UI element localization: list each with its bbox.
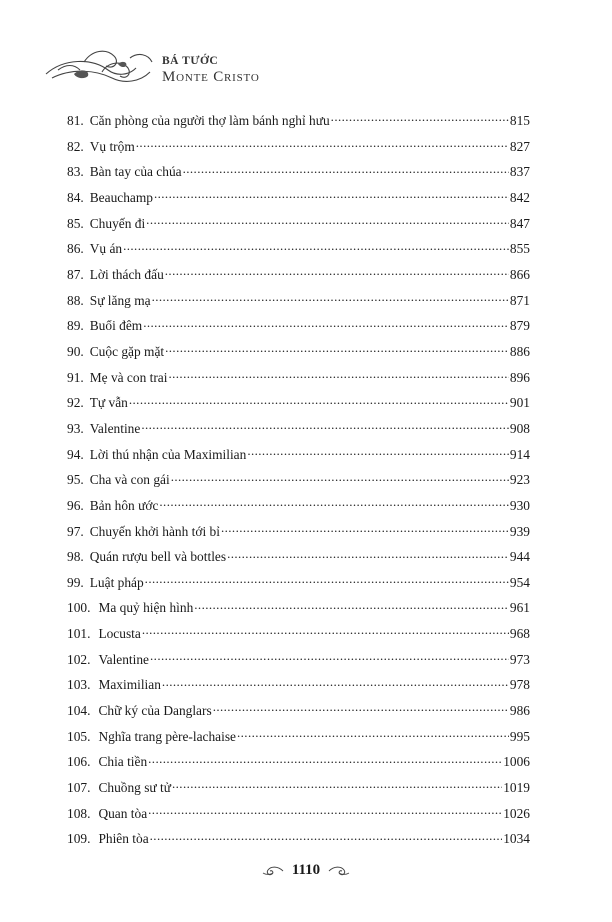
chapter-page: 837 [509,164,530,180]
dot-leader [162,675,509,689]
chapter-title: Căn phòng của người thợ làm bánh nghỉ hưu [89,113,330,128]
chapter-page: 995 [509,728,530,744]
chapter-number: 82. [67,138,84,154]
chapter-title: Valentine [98,651,150,667]
chapter-number: 99. [67,574,84,590]
dot-leader [183,162,509,176]
chapter-page: 930 [509,497,530,513]
chapter-number: 81. [67,113,84,128]
book-title-line2: Monte Cristo [162,69,260,85]
chapter-number: 87. [67,266,84,282]
chapter-title: Chuyến khởi hành tới bỉ [89,523,220,539]
chapter-title: Tự vẫn [89,395,128,411]
chapter-title: Phiên tòa [98,831,149,847]
dot-leader [150,829,503,843]
dot-leader [237,727,509,741]
toc-entry [67,698,530,724]
chapter-title: Bàn tay của chúa [89,164,182,180]
toc-entry [67,262,530,288]
chapter-number: 84. [67,189,84,205]
dot-leader [171,470,509,484]
chapter-title: Chuồng sư tử [98,780,171,796]
toc-entry [67,339,530,365]
chapter-title: Lời thú nhận của Maximilian [89,446,247,462]
dot-leader [145,573,509,587]
chapter-page: 923 [509,472,530,488]
chapter-number: 91. [67,369,84,385]
dot-leader [159,496,509,510]
dot-leader [154,188,509,202]
chapter-number: 102. [67,651,91,667]
toc-entry [67,185,530,211]
chapter-title: Cuộc gặp mặt [89,343,165,359]
toc-entry [67,749,530,775]
toc-entry [67,595,530,621]
dot-leader [141,419,509,433]
chapter-title: Ma quỷ hiện hình [98,600,194,616]
dot-leader [172,778,502,792]
chapter-title: Quán rượu bell và bottles [89,549,227,565]
chapter-number: 100. [67,600,91,616]
chapter-page: 954 [509,574,530,590]
page-footer [0,862,612,879]
chapter-number: 103. [67,677,91,693]
toc-entry [67,493,530,519]
chapter-page: 986 [509,703,530,719]
dot-leader [331,111,509,125]
chapter-page: 978 [509,677,530,693]
chapter-page: 1006 [503,754,530,770]
chapter-number: 83. [67,164,84,180]
dot-leader [123,239,509,253]
chapter-page: 866 [509,266,530,282]
chapter-page: 879 [509,318,530,334]
chapter-title: Sự lăng mạ [89,292,151,308]
dot-leader [213,701,509,715]
chapter-number: 104. [67,703,91,719]
dot-leader [194,598,509,612]
chapter-number: 107. [67,780,91,796]
chapter-page: 855 [509,241,530,257]
dot-leader [165,265,509,279]
dot-leader [142,624,509,638]
chapter-page: 914 [509,446,530,462]
chapter-page: 1034 [503,831,530,847]
chapter-number: 101. [67,626,91,642]
dot-leader [165,342,509,356]
chapter-title: Luật pháp [89,574,144,590]
toc-entry [67,313,530,339]
dot-leader [247,445,509,459]
chapter-title: Beauchamp [89,189,153,205]
chapter-page: 973 [509,651,530,667]
chapter-number: 109. [67,831,91,847]
chapter-page: 1026 [503,805,530,821]
dot-leader [148,804,502,818]
chapter-title: Maximilian [98,677,161,693]
chapter-page: 901 [509,395,530,411]
dot-leader [148,752,502,766]
chapter-title: Cha và con gái [89,472,170,488]
chapter-number: 98. [67,549,84,565]
chapter-page: 847 [509,215,530,231]
toc-entry [67,724,530,750]
toc-entry [67,134,530,160]
chapter-number: 92. [67,395,84,411]
chapter-title: Quan tòa [98,805,148,821]
toc-entry [67,570,530,596]
chapter-number: 96. [67,497,84,513]
chapter-title: Vụ án [89,241,123,257]
chapter-number: 97. [67,523,84,539]
chapter-page: 886 [509,343,530,359]
chapter-number: 95. [67,472,84,488]
toc-entry [67,108,530,134]
toc-entry [67,211,530,237]
chapter-page: 944 [509,549,530,565]
chapter-number: 94. [67,446,84,462]
toc-entry [67,442,530,468]
chapter-title: Chuyến đi [89,215,146,231]
chapter-number: 88. [67,292,84,308]
dot-leader [146,214,509,228]
chapter-page: 827 [509,138,530,154]
right-flourish-icon [328,864,350,878]
chapter-title: Nghĩa trang père-lachaise [98,728,236,744]
chapter-title: Bản hôn ước [89,497,159,513]
chapter-title: Lời thách đấu [89,266,164,282]
flourish-ornament-icon [44,44,156,88]
toc-entry [67,236,530,262]
toc-entry [67,775,530,801]
dot-leader [150,650,509,664]
chapter-number: 93. [67,420,84,436]
toc-entry [67,365,530,391]
toc-entry [67,416,530,442]
chapter-number: 89. [67,318,84,334]
dot-leader [221,522,509,536]
chapter-number: 105. [67,728,91,744]
toc-entry [67,801,530,827]
chapter-title: Chữ ký của Danglars [98,703,212,719]
toc-entry [67,288,530,314]
dot-leader [152,291,509,305]
chapter-number: 86. [67,241,84,257]
dot-leader [136,137,509,151]
chapter-title: Valentine [89,420,141,436]
chapter-number: 90. [67,343,84,359]
chapter-page: 968 [509,626,530,642]
running-header [44,40,344,92]
chapter-title: Chia tiền [98,754,148,770]
chapter-page: 961 [509,600,530,616]
chapter-page: 896 [509,369,530,385]
chapter-page: 908 [509,420,530,436]
toc-entry [67,544,530,570]
chapter-number: 108. [67,805,91,821]
toc-entry [67,826,530,852]
page-number: 1110 [291,862,321,879]
chapter-number: 106. [67,754,91,770]
chapter-page: 871 [509,292,530,308]
chapter-title: Vụ trộm [89,138,135,154]
chapter-number: 85. [67,215,84,231]
left-flourish-icon [262,864,284,878]
chapter-title: Mẹ và con trai [89,369,168,385]
book-title-line1: BÁ TƯỚC [162,55,219,67]
table-of-contents [67,108,530,852]
chapter-page: 1019 [503,780,530,796]
dot-leader [227,547,509,561]
dot-leader [129,393,509,407]
chapter-page: 939 [509,523,530,539]
toc-entry [67,672,530,698]
chapter-page: 815 [509,113,530,128]
dot-leader [143,316,509,330]
chapter-page: 842 [509,189,530,205]
toc-entry [67,467,530,493]
toc-entry [67,519,530,545]
chapter-title: Locusta [98,626,141,642]
dot-leader [168,368,508,382]
toc-entry [67,647,530,673]
chapter-title: Buổi đêm [89,318,143,334]
toc-entry [67,621,530,647]
toc-entry [67,159,530,185]
toc-entry [67,390,530,416]
